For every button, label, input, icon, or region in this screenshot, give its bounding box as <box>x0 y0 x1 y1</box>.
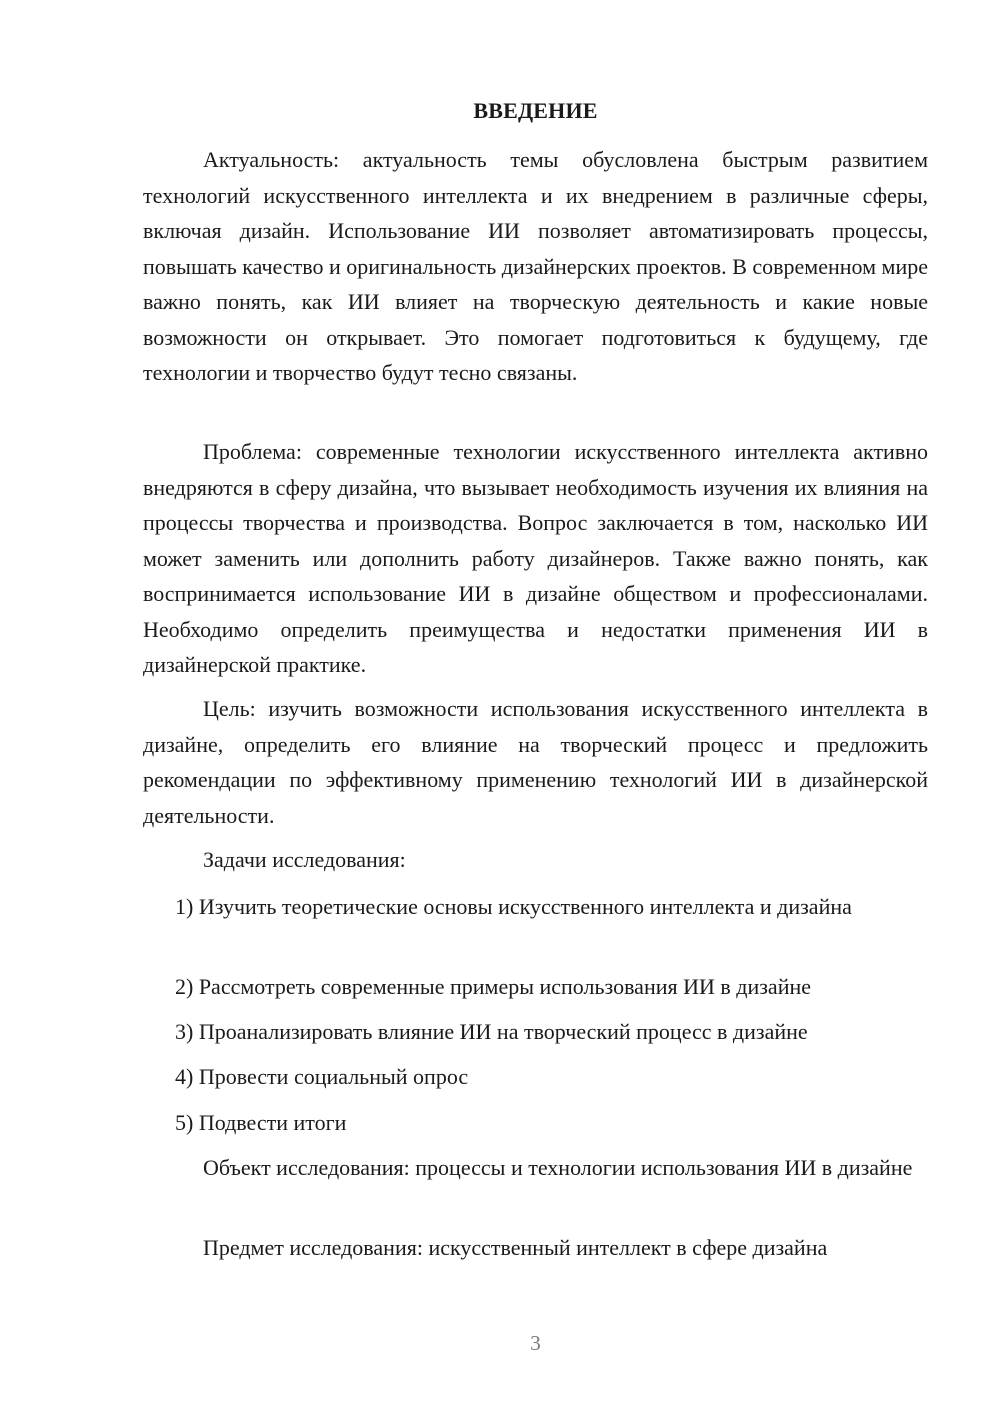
task-item: 3) Проанализировать влияние ИИ на творческий процесс в дизайне <box>175 1019 808 1044</box>
tasks-heading: Задачи исследования: <box>203 847 406 872</box>
goal-paragraph: Цель: изучить возможности использования искусственного интеллекта в дизайне, определить его влияние на творческий процесс и предложить рекомендации по эффективному применению технологий ИИ в дизайнерской деятельности. <box>143 696 928 828</box>
task-item: 4) Провести социальный опрос <box>175 1064 469 1089</box>
task-item: 1) Изучить теоретические основы искусственного интеллекта и дизайна <box>175 894 852 919</box>
subject-paragraph: Предмет исследования: искусственный интеллект в сфере дизайна <box>203 1235 828 1260</box>
page-title: ВВЕДЕНИЕ <box>473 98 598 123</box>
task-item: 5) Подвести итоги <box>175 1110 347 1135</box>
document-page <box>143 0 928 1414</box>
object-paragraph: Объект исследования: процессы и технологии использования ИИ в дизайне <box>203 1155 913 1180</box>
relevance-paragraph: Актуальность: актуальность темы обусловлена быстрым развитием технологий искусственного интеллекта и их внедрением в различные сферы, включая дизайн. Использование ИИ позволяет автоматизировать процессы, повышать качество и оригинальность дизайнерских проектов. В современном мире важно понять, как ИИ влияет на творческую деятельность и какие новые возможности он открывает. Это помогает подготовиться к будущему, где технологии и творчество будут тесно связаны. <box>143 147 928 385</box>
task-item: 2) Рассмотреть современные примеры использования ИИ в дизайне <box>175 974 812 999</box>
page-number: 3 <box>530 1331 541 1355</box>
problem-paragraph: Проблема: современные технологии искусственного интеллекта активно внедряются в сферу дизайна, что вызывает необходимость изучения их влияния на процессы творчества и производства. Вопрос заключается в том, насколько ИИ может заменить или дополнить работу дизайнеров. Также важно понять, как воспринимается использование ИИ в дизайне обществом и профессионалами. Необходимо определить преимущества и недостатки применения ИИ в дизайнерской практике. <box>143 439 928 677</box>
